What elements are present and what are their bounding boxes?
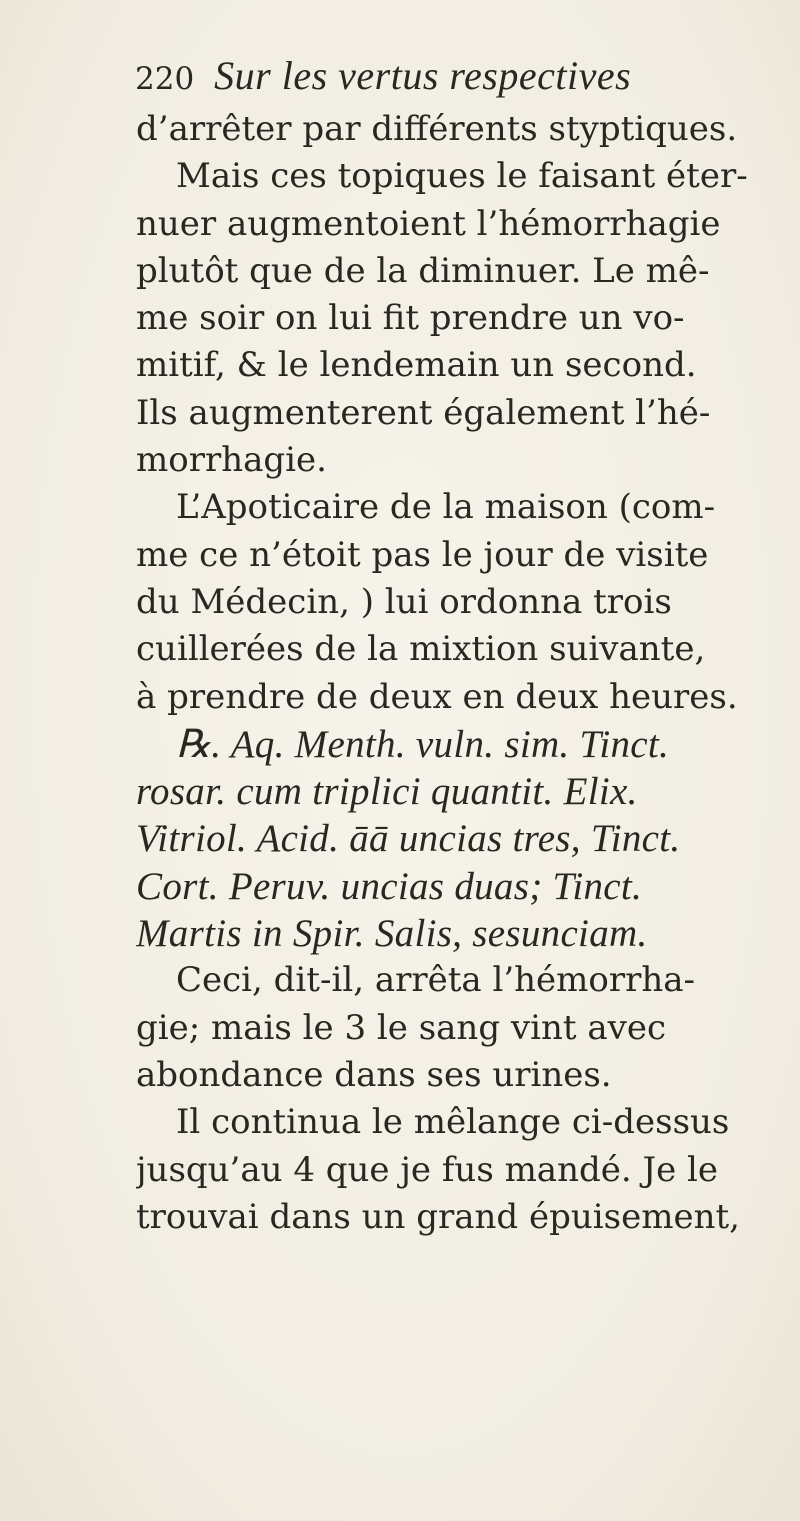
- recipe-line: Martis in Spir. Salis, sesunciam.: [136, 912, 648, 956]
- text-line: me ce n’étoit pas le jour de visite: [136, 534, 709, 575]
- recipe-line: rosar. cum triplici quantit. Elix.: [136, 770, 638, 814]
- body-text: [136, 106, 770, 1241]
- text-line: L’Apoticaire de la maison (com-: [176, 487, 716, 528]
- text-line: gie; mais le 3 le sang vint avec: [136, 1007, 666, 1048]
- text-line: Il continua le mêlange ci-dessus: [176, 1102, 730, 1143]
- running-title: Sur les vertus respectives: [214, 53, 632, 98]
- text-line: du Médecin, ) lui ordonna trois: [136, 581, 672, 622]
- text-line: nuer augmentoient l’hémorrhagie: [136, 203, 721, 244]
- text-line: Ils augmenterent également l’hé-: [136, 392, 711, 433]
- page-number: 220: [135, 61, 195, 97]
- text-line: jusqu’au 4 que je fus mandé. Je le: [136, 1149, 719, 1190]
- text-line: me soir on lui fit prendre un vo-: [136, 298, 685, 339]
- text-line: mitif, & le lendemain un second.: [136, 345, 697, 386]
- recipe-line: Vitriol. Acid. āā uncias tres, Tinct.: [136, 817, 681, 861]
- text-line: cuillerées de la mixtion suivante,: [136, 629, 706, 670]
- recipe-line: ℞. Aq. Menth. vuln. sim. Tinct.: [176, 722, 670, 766]
- page-header: [135, 48, 755, 104]
- text-line: Mais ces topiques le faisant éter-: [176, 156, 748, 197]
- recipe-line: Cort. Peruv. uncias duas; Tinct.: [136, 864, 643, 908]
- text-line: Ceci, dit-il, arrêta l’hémorrha-: [176, 960, 696, 1001]
- text-line: abondance dans ses urines.: [136, 1054, 612, 1095]
- text-line: morrhagie.: [136, 440, 327, 481]
- text-line: à prendre de deux en deux heures.: [136, 676, 738, 717]
- text-line: trouvai dans un grand épuisement,: [136, 1196, 740, 1237]
- text-line: d’arrêter par différents styptiques.: [136, 109, 738, 149]
- text-line: plutôt que de la diminuer. Le mê-: [136, 250, 710, 291]
